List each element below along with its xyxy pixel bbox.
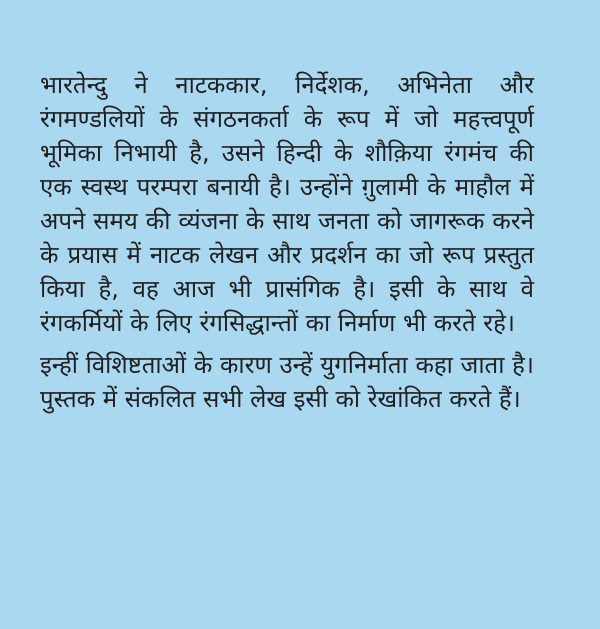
blurb-paragraph-1: भारतेन्दु ने नाटककार, निर्देशक, अभिनेता और रंगमण्डलियों के संगठनकर्ता के रूप में जो महत्त्वपूर्ण भूमिका निभायी है, उसने हिन्दी के शौक़िया रंगमंच की एक स्वस्थ परम्परा बनायी है। उन्होंने ग़ुलामी के माहौल में अपने समय की व्यंजना के साथ जनता को जागरूक करने के प्रयास में नाटक लेखन और प्रदर्शन का जो रूप प्रस्तुत किया है, वह आज भी प्रासंगिक है। इसी के साथ वे रंगकर्मियों के लिए रंगसिद्धान्तों का निर्माण भी करते रहे। [40, 71, 534, 337]
blurb-text-block [40, 68, 534, 416]
blurb-paragraph-2: इन्हीं विशिष्टताओं के कारण उन्हें युगनिर्माता कहा जाता है। पुस्तक में संकलित सभी लेख इसी को रेखांकित करते हैं। [40, 351, 534, 413]
